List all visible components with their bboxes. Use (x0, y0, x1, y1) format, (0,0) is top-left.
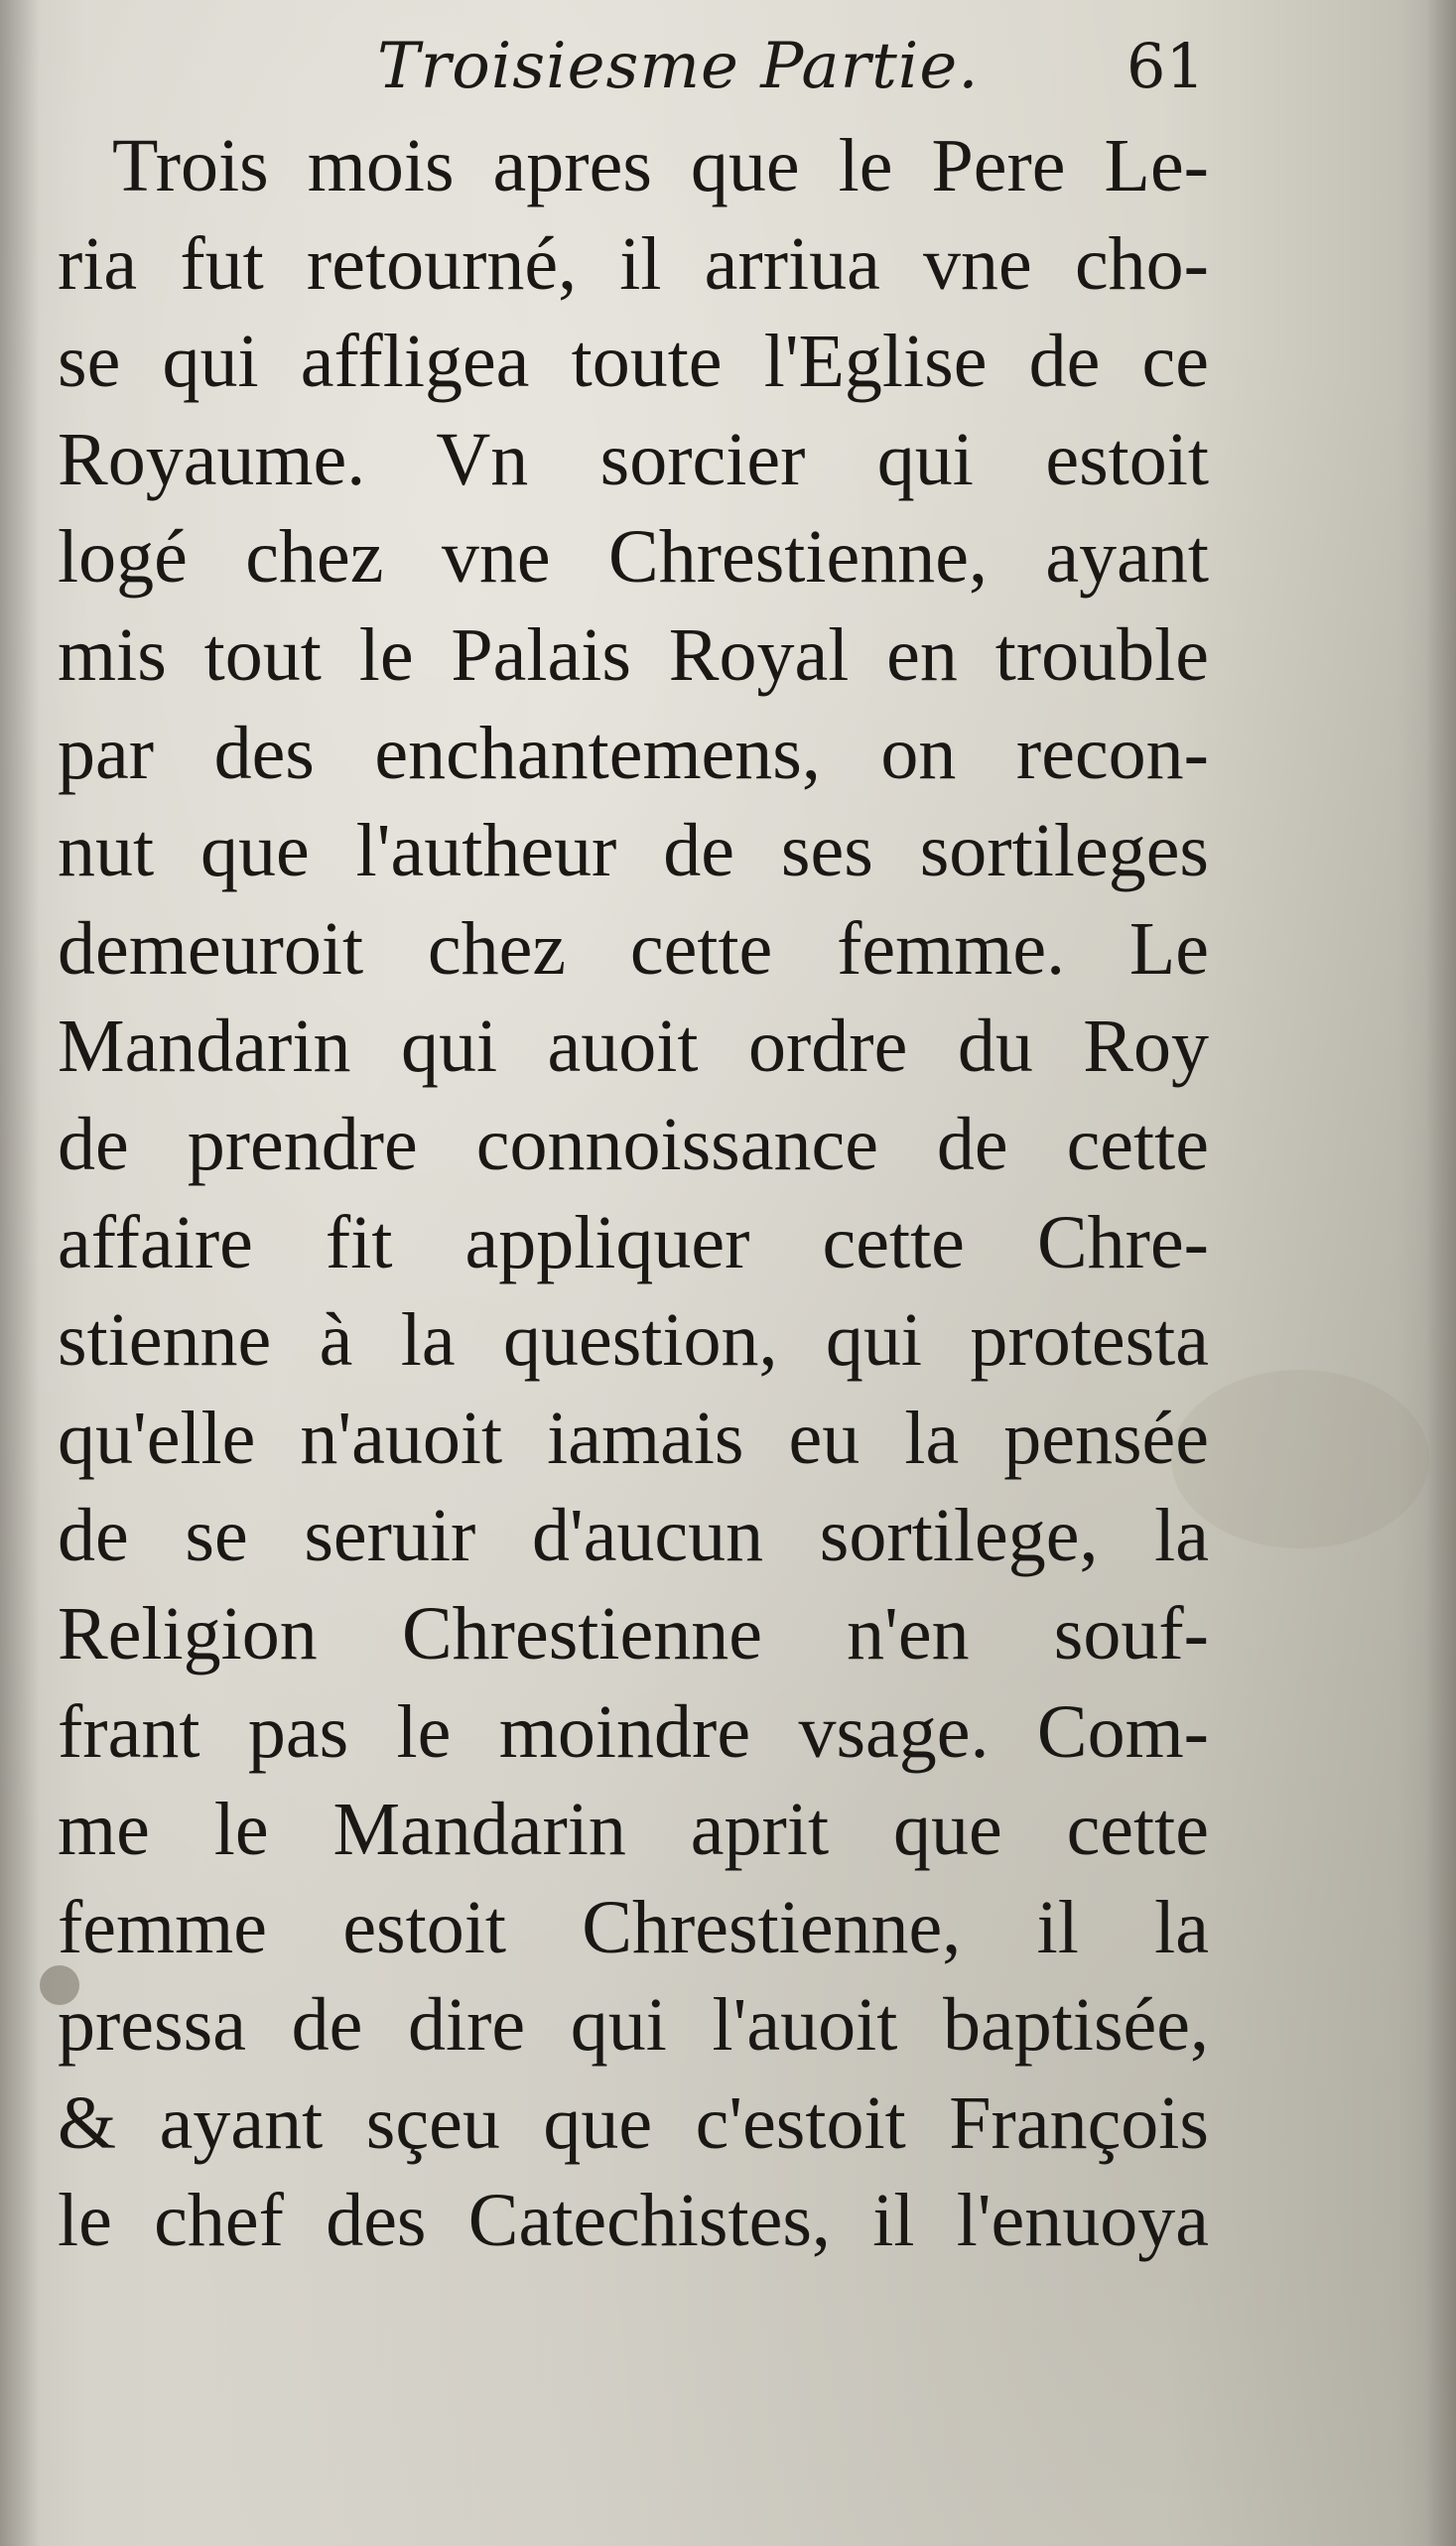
text-line: stienne à la question, qui protesta (58, 1298, 1209, 1383)
gutter-shadow (0, 0, 40, 2546)
text-line: me le Mandarin aprit que cette (58, 1788, 1209, 1872)
text-line: femme estoit Chrestienne, il la (58, 1885, 1209, 1969)
running-head (0, 22, 1456, 131)
text-line: affaire fit appliquer cette Chre- (58, 1200, 1209, 1284)
text-line: & ayant sçeu que c'estoit François (58, 2080, 1209, 2165)
page-number: 61 (1126, 30, 1205, 102)
text-line: se qui affligea toute l'Eglise de ce (58, 320, 1209, 404)
text-line: pressa de dire qui l'auoit baptisée, (58, 1983, 1209, 2068)
text-line: frant pas le moindre vsage. Com- (58, 1689, 1209, 1774)
text-line: mis tout le Palais Royal en trouble (58, 612, 1209, 697)
text-line: de se seruir d'aucun sortilege, la (58, 1494, 1209, 1578)
text-line: Trois mois apres que le Pere Le- (112, 124, 1209, 207)
text-line: ria fut retourné, il arriua vne cho- (58, 221, 1209, 306)
text-line: Royaume. Vn sorcier qui estoit (58, 417, 1209, 501)
text-line: de prendre connoissance de cette (58, 1102, 1209, 1186)
text-line: demeuroit chez cette femme. Le (58, 906, 1209, 991)
text-line: le chef des Catechistes, il l'enuoya (58, 2179, 1209, 2263)
text-line: par des enchantemens, on recon- (58, 711, 1209, 795)
page-edge-shadow (1426, 0, 1456, 2546)
paper-stain (1171, 1370, 1429, 1548)
text-line: logé chez vne Chrestienne, ayant (58, 515, 1209, 600)
text-line: Religion Chrestienne n'en souf- (58, 1591, 1209, 1675)
running-head-title: Troisiesme Partie. (377, 30, 980, 103)
text-line: Mandarin qui auoit ordre du Roy (58, 1005, 1209, 1089)
body-text (58, 117, 1209, 2270)
text-line: qu'elle n'auoit iamais eu la pensée (58, 1396, 1209, 1480)
text-line: nut que l'autheur de ses sortileges (58, 809, 1209, 893)
